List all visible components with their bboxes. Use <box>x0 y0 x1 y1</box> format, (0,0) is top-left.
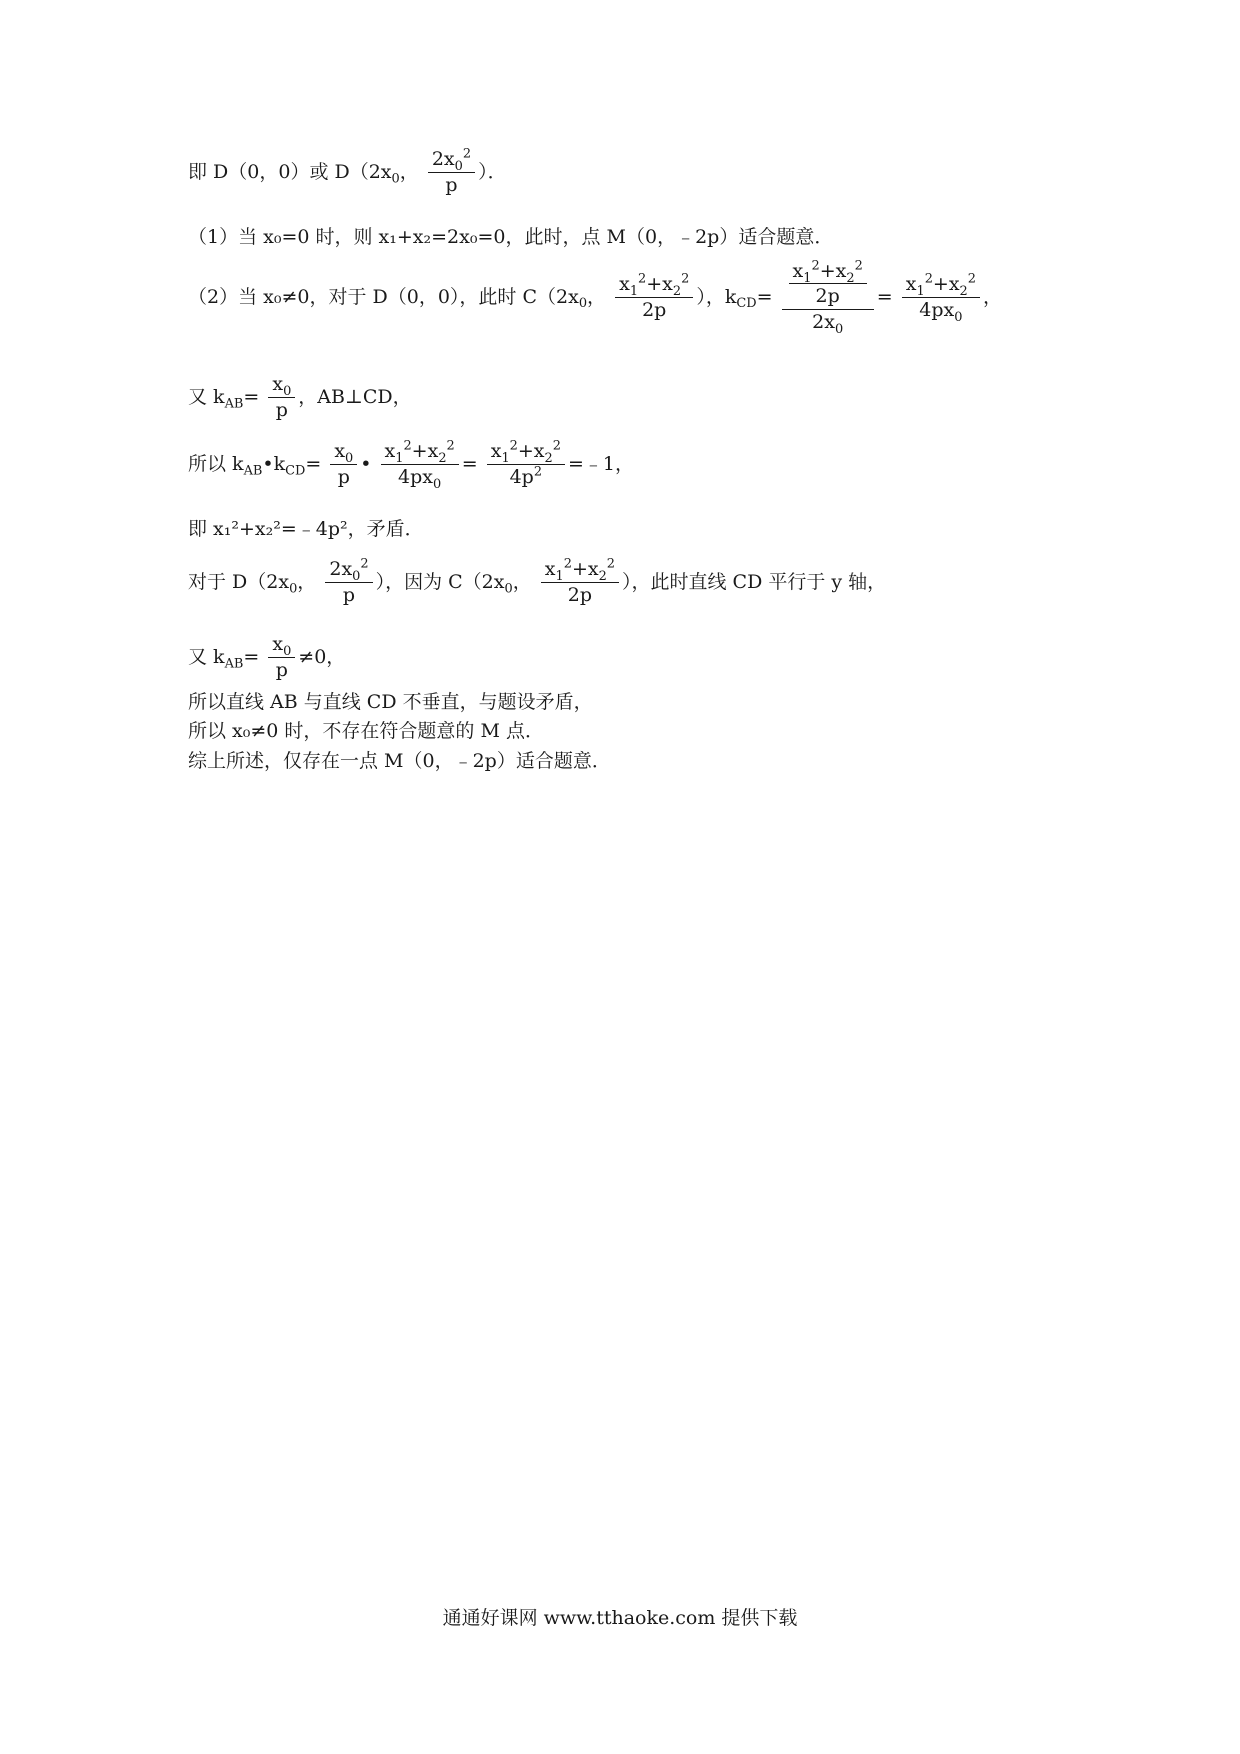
text-segment: ， <box>297 571 317 593</box>
subscript: 1 <box>501 450 510 466</box>
numerator <box>541 556 619 584</box>
text-segment: ， <box>982 285 1002 308</box>
fraction-2x0sq-over-p <box>325 556 372 606</box>
term: x <box>619 272 630 295</box>
denominator <box>506 465 546 487</box>
text-segment: = <box>876 285 893 308</box>
subscript: 2 <box>846 270 855 286</box>
numerator <box>268 375 295 398</box>
text-segment: • <box>360 453 372 475</box>
subscript: 0 <box>283 383 292 399</box>
line-7 <box>188 556 887 606</box>
term: x <box>334 440 346 462</box>
line-2: （1）当 x₀=0 时，则 x₁+x₂=2x₀=0，此时，点 M（0，﹣2p）适合题意． <box>188 226 834 248</box>
denominator: p <box>275 399 288 421</box>
text-segment: 即 D（0，0）或 D（2x <box>188 161 392 183</box>
term: +x <box>819 260 847 282</box>
numerator <box>381 438 459 466</box>
subscript: 0 <box>352 568 361 584</box>
subscript: AB <box>224 396 244 412</box>
text-segment: （2）当 x₀≠0，对于 D（0，0），此时 C（2x <box>188 285 579 308</box>
superscript: 2 <box>606 556 616 572</box>
fraction-2x0sq-over-p <box>428 146 475 196</box>
term: x <box>490 440 502 462</box>
subscript: 0 <box>834 321 844 337</box>
text-segment: ， <box>399 161 419 183</box>
subscript: 1 <box>629 283 639 299</box>
text-segment: = <box>461 453 478 475</box>
superscript: 2 <box>967 271 976 287</box>
superscript: 2 <box>638 271 647 287</box>
text-segment: ， <box>512 571 532 593</box>
text-segment: 所以 k <box>188 453 244 475</box>
text-segment: ， <box>587 285 607 308</box>
line-5 <box>188 438 634 492</box>
superscript: 2 <box>563 556 572 572</box>
text-segment: = <box>243 646 260 668</box>
term: x <box>792 260 804 282</box>
subscript: 2 <box>672 283 682 299</box>
term: 2x <box>431 148 455 170</box>
denominator: 2p <box>642 298 667 321</box>
fraction-sum-over-4px0 <box>902 271 980 325</box>
superscript: 2 <box>811 258 820 274</box>
line-6: 即 x₁²+x₂²=﹣4p²，矛盾． <box>188 518 424 540</box>
fraction-x0-over-p <box>268 635 295 680</box>
fraction-x0-over-p <box>268 375 295 420</box>
numerator <box>330 442 357 465</box>
denominator: 2p <box>815 285 840 307</box>
term: +x <box>411 440 439 462</box>
superscript: 2 <box>552 438 561 454</box>
term: +x <box>646 272 673 295</box>
text-segment: = <box>756 285 773 308</box>
text-segment: ），此时直线 CD 平行于 y 轴， <box>622 571 887 593</box>
superscript: 2 <box>533 464 543 480</box>
term: x <box>272 373 284 395</box>
subscript: 1 <box>395 450 404 466</box>
text-segment: = <box>243 386 260 408</box>
term: +x <box>932 272 960 295</box>
text-segment: ），k <box>696 285 737 308</box>
superscript: 2 <box>509 438 518 454</box>
term: 4px <box>398 466 433 488</box>
numerator <box>789 258 867 286</box>
subscript: AB <box>243 463 263 479</box>
line-11: 综上所述，仅存在一点 M（0，﹣2p）适合题意． <box>188 750 611 772</box>
subscript: 0 <box>391 171 400 187</box>
subscript: 2 <box>438 450 447 466</box>
denominator: 2p <box>567 584 593 606</box>
superscript: 2 <box>854 258 863 274</box>
subscript: AB <box>224 656 244 672</box>
superscript: 2 <box>403 438 412 454</box>
term: x <box>384 440 396 462</box>
compound-fraction <box>782 258 874 337</box>
numerator <box>782 258 874 310</box>
term: +x <box>517 440 545 462</box>
text-segment: 又 k <box>188 386 225 408</box>
denominator: p <box>342 584 356 606</box>
subscript: 0 <box>954 309 963 325</box>
subscript: 2 <box>544 450 553 466</box>
text-segment: =﹣1， <box>567 453 634 475</box>
subscript: 0 <box>578 295 588 311</box>
subscript: 1 <box>916 283 925 299</box>
text-segment: ）． <box>478 161 507 183</box>
line-4 <box>188 375 412 420</box>
subscript: 0 <box>283 643 292 659</box>
subscript: 2 <box>598 568 607 584</box>
numerator <box>268 635 295 658</box>
superscript: 2 <box>462 146 472 162</box>
line-8 <box>188 635 345 680</box>
denominator: p <box>337 466 350 488</box>
numerator <box>325 556 372 584</box>
line-1 <box>188 146 507 196</box>
fraction-sum-over-4px0 <box>381 438 459 492</box>
text-segment: ，AB⊥CD， <box>298 386 412 408</box>
denominator: p <box>445 174 458 196</box>
numerator <box>428 146 475 174</box>
subscript: 0 <box>454 158 463 174</box>
term: x <box>905 272 917 295</box>
line-3 <box>188 258 1002 337</box>
term: 4p <box>509 466 534 488</box>
superscript: 2 <box>446 438 455 454</box>
numerator <box>487 438 565 466</box>
subscript: CD <box>285 463 306 479</box>
term: 2x <box>329 558 353 580</box>
fraction-sum-over-2p <box>615 271 693 321</box>
superscript: 2 <box>924 271 933 287</box>
subscript: 0 <box>289 581 298 597</box>
subscript: 1 <box>803 270 812 286</box>
fraction-x0-over-p <box>330 442 357 487</box>
term: x <box>272 633 284 655</box>
subscript: CD <box>736 295 757 311</box>
term: x <box>544 558 556 580</box>
text-segment: ），因为 C（2x <box>375 571 505 593</box>
footer-source: 通通好课网 www.tthaoke.com 提供下载 <box>442 1607 798 1629</box>
denominator <box>915 298 966 325</box>
subscript: 2 <box>959 283 968 299</box>
numerator <box>902 271 980 299</box>
text-segment: 对于 D（2x <box>188 571 290 593</box>
denominator <box>394 465 445 492</box>
term: 2x <box>812 311 835 333</box>
term: 4px <box>919 298 955 321</box>
term: +x <box>571 558 599 580</box>
fraction-sum-over-4p2 <box>487 438 565 488</box>
line-10: 所以 x₀≠0 时，不存在符合题意的 M 点． <box>188 720 544 742</box>
text-segment: •k <box>262 453 286 475</box>
line-9: 所以直线 AB 与直线 CD 不垂直，与题设矛盾， <box>188 691 593 713</box>
denominator <box>808 310 847 337</box>
superscript: 2 <box>360 556 369 572</box>
text-segment: ≠0， <box>298 646 346 668</box>
text-segment: 又 k <box>188 646 225 668</box>
subscript: 0 <box>504 581 513 597</box>
subscript: 1 <box>555 568 564 584</box>
fraction-sum-over-2p <box>541 556 619 606</box>
subscript: 0 <box>345 450 354 466</box>
text-segment: = <box>305 453 322 475</box>
inner-fraction <box>789 258 867 307</box>
subscript: 0 <box>433 476 442 492</box>
superscript: 2 <box>681 271 690 287</box>
numerator <box>615 271 693 299</box>
denominator: p <box>275 659 288 681</box>
